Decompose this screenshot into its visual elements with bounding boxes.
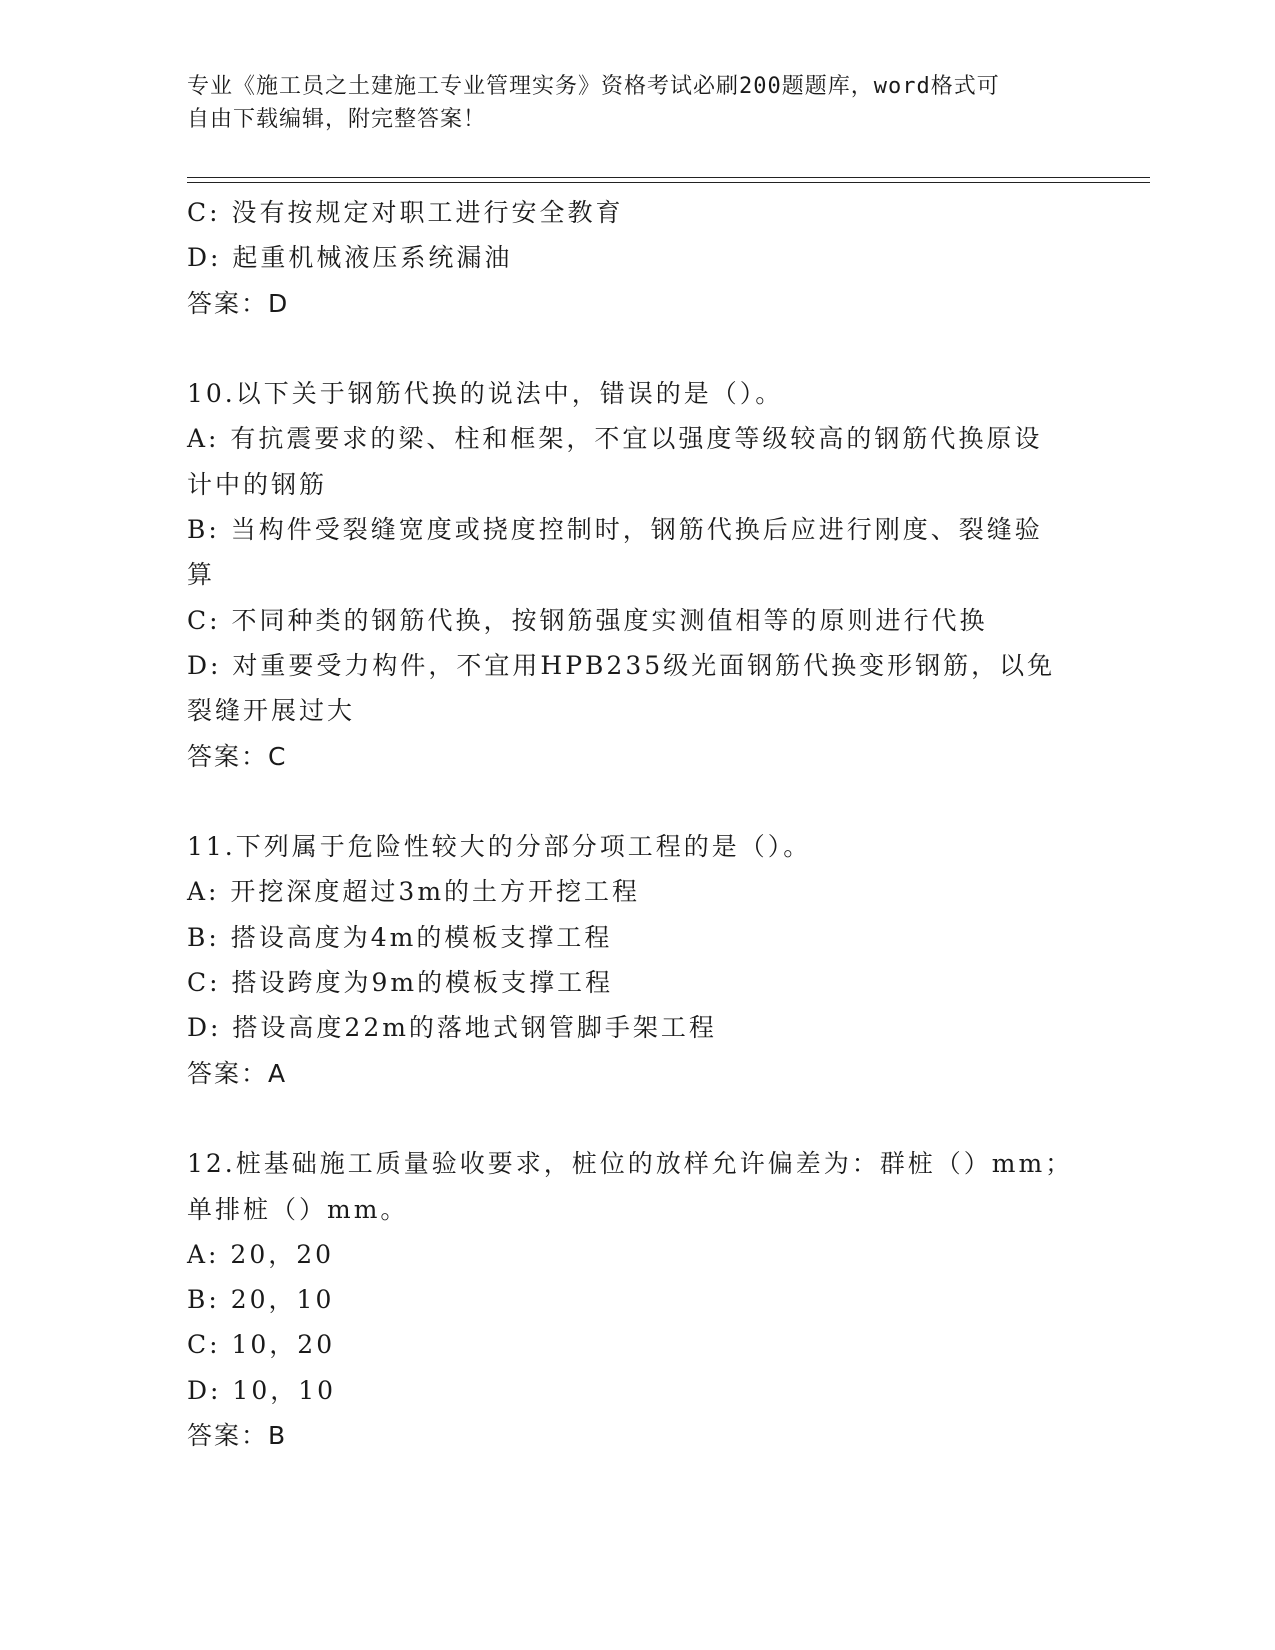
header-title-line-2: 自由下载编辑，附完整答案！ [187,107,487,132]
q12-option-a: A: 20，20 [187,1239,335,1269]
spacer [187,1096,1107,1141]
q10-answer: 答案：C [187,741,288,771]
q10-option-a-cont: 计中的钢筋 [187,469,328,499]
prev-option-d: D: 起重机械液压系统漏油 [187,243,513,273]
q11-option-b: B: 搭设高度为4m的模板支撑工程 [187,922,613,952]
q10-option-b: B: 当构件受裂缝宽度或挠度控制时，钢筋代换后应进行刚度、裂缝验 [187,515,1043,545]
q11-option-d: D: 搭设高度22m的落地式钢管脚手架工程 [187,1013,717,1043]
q10-option-c: C: 不同种类的钢筋代换，按钢筋强度实测值相等的原则进行代换 [187,605,988,635]
document-header [187,70,1067,136]
q10-stem: 10.以下关于钢筋代换的说法中，错误的是（）。 [187,379,784,409]
q10-option-a: A: 有抗震要求的梁、柱和框架，不宜以强度等级较高的钢筋代换原设 [187,424,1043,454]
prev-answer: 答案：D [187,288,290,318]
spacer [187,779,1107,824]
q10-option-d-cont: 裂缝开展过大 [187,696,356,726]
header-title-line-1: 专业《施工员之土建施工专业管理实务》资格考试必刷200题题库，word格式可 [187,74,1000,99]
q12-stem-cont: 单排桩（）mm。 [187,1194,409,1224]
header-divider-bottom [187,182,1150,183]
q10-option-b-cont: 算 [187,560,216,590]
question-content [187,190,1107,1458]
q12-stem: 12.桩基础施工质量验收要求，桩位的放样允许偏差为：群桩（）mm； [187,1149,1074,1179]
header-divider-top [187,177,1150,178]
q10-option-d: D: 对重要受力构件，不宜用HPB235级光面钢筋代换变形钢筋，以免 [187,650,1056,680]
q11-answer: 答案：A [187,1058,288,1088]
q11-stem: 11.下列属于危险性较大的分部分项工程的是（）。 [187,832,812,862]
prev-option-c: C: 没有按规定对职工进行安全教育 [187,198,624,227]
q11-option-c: C: 搭设跨度为9m的模板支撑工程 [187,968,614,998]
spacer [187,326,1107,371]
q12-option-b: B: 20，10 [187,1285,335,1315]
q12-option-c: C: 10，20 [187,1330,336,1360]
q11-option-a: A: 开挖深度超过3m的土方开挖工程 [187,877,641,907]
q12-answer: 答案：B [187,1421,288,1451]
q12-option-d: D: 10，10 [187,1375,337,1405]
